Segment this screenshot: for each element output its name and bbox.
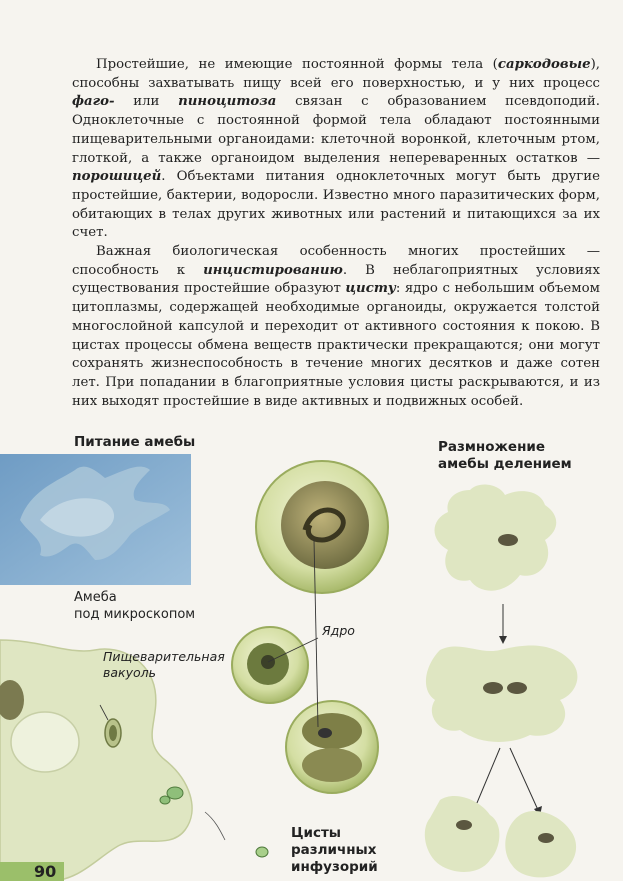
body-text: [72, 56, 600, 411]
feeding-figure-title: Питание амебы: [74, 434, 196, 450]
term: порошицей: [72, 169, 162, 185]
vacuole-label: Пищеварительная вакуоль: [103, 649, 225, 680]
text-run: ), способны захватывать пищу всей его поверхностью, и у них процесс: [72, 57, 600, 91]
page-number: 90: [34, 862, 57, 881]
text-run: . В неблагоприятных условиях существования простейшие образуют: [72, 262, 600, 297]
text-run: Важная биологическая особенность многих простейших — способность к: [72, 244, 600, 278]
paragraph: [72, 56, 600, 243]
term: инцистированию: [203, 262, 343, 278]
division-figure-title: Размножение амебы делением: [438, 439, 572, 472]
microscope-caption: Амеба под микроскопом: [74, 590, 196, 622]
amoeba-photo: [0, 454, 191, 585]
amoeba-division-illustration: [425, 485, 578, 878]
cysts-caption: Цисты различных инфузорий: [291, 825, 378, 875]
text-run: или: [114, 94, 179, 110]
term: цисту: [345, 281, 396, 297]
nucleus-label: Ядро: [322, 623, 355, 638]
term: пиноцитоза: [178, 94, 277, 110]
text-run: : ядро с небольшим объемом цитоплазмы, содержащей необходимые органоиды, окружается толстой многослойной капсулой и переходит от активного состояния к покою. В цистах процессы обмена веществ практически прекращаются; они могут сохранять жизнеспособность в течение многих десятков и даже сотен лет. При попадании в благоприятные условия цисты раскрываются, и из них выходят простейшие в виде активных и подвижных особей.: [72, 281, 600, 409]
page-number-tab: [0, 862, 64, 881]
text-run: . Объектами питания одноклеточных могут быть другие простейшие, бактерии, водоросли. Известно много паразитических форм, обитающих в телах других животных или растений и питающихся за их счет.: [72, 169, 600, 241]
text-run: Простейшие, не имеющие постоянной формы тела (: [96, 57, 498, 72]
cysts-illustration: [232, 461, 388, 793]
text-run: связан с образованием псевдоподий. Одноклеточные с постоянной формой тела обладают постоянными пищеварительными органоидами: клеточной воронкой, клеточным ртом, глоткой, а также органоидом выделения непереваренных остатков —: [72, 94, 600, 166]
term: саркодовые: [497, 57, 591, 72]
term: фаго-: [72, 94, 115, 110]
paragraph: [72, 243, 600, 411]
